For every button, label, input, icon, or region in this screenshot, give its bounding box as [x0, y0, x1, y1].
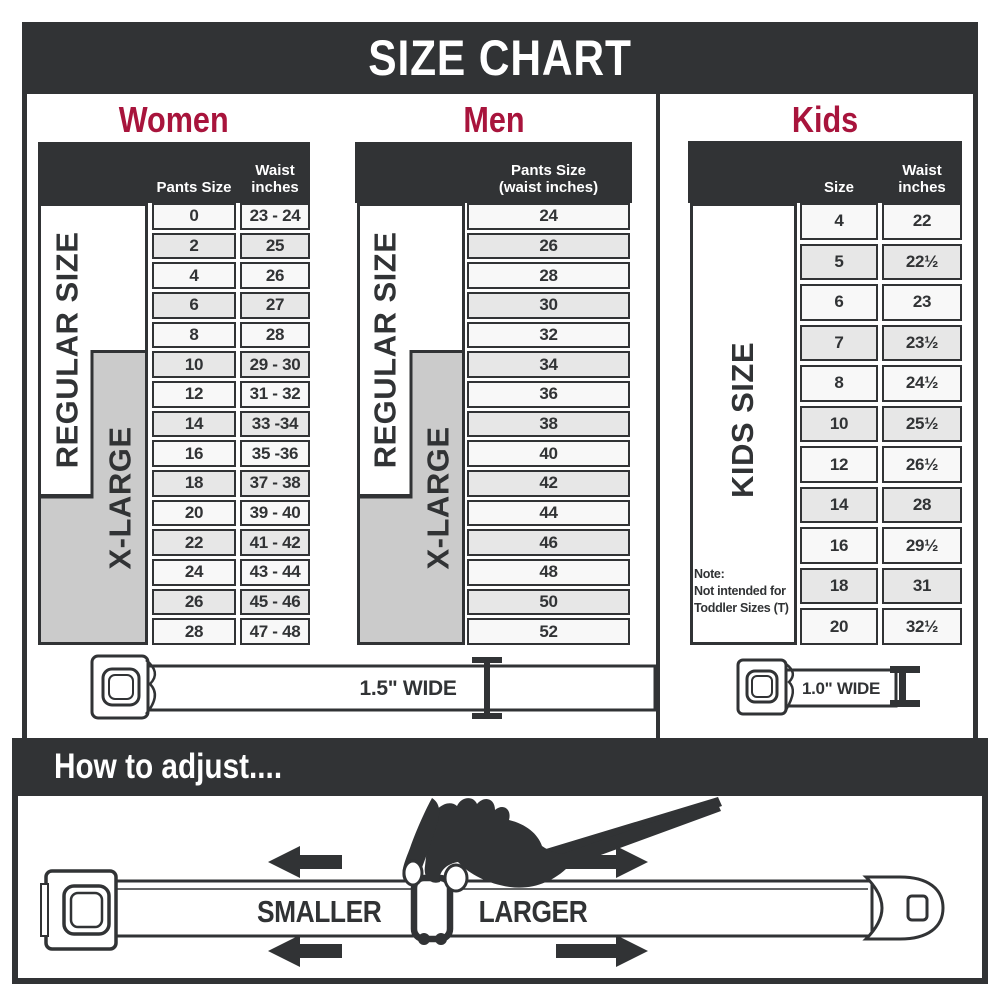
- table-cell: 36: [467, 381, 630, 408]
- table-cell: 25½: [882, 406, 962, 443]
- table-cell: 46: [467, 529, 630, 556]
- table-cell: 14: [152, 411, 236, 438]
- table-cell: 23: [882, 284, 962, 321]
- women-col-pants-size: Pants Size: [156, 178, 232, 196]
- kids-note: Note: Not intended for Toddler Sizes (T): [694, 567, 789, 615]
- table-cell: 6: [152, 292, 236, 319]
- table-cell: 8: [152, 322, 236, 349]
- women-xlarge-label: X-LARGE: [102, 426, 137, 569]
- table-cell: 4: [800, 203, 878, 240]
- table-cell: 50: [467, 589, 630, 616]
- table-cell: 12: [800, 446, 878, 483]
- table-cell: 4: [152, 262, 236, 289]
- table-cell: 12: [152, 381, 236, 408]
- table-cell: 43 - 44: [240, 559, 310, 586]
- women-table-body: [152, 203, 310, 645]
- table-cell: 45 - 46: [240, 589, 310, 616]
- table-cell: 29 - 30: [240, 351, 310, 378]
- kids-table-header: [688, 141, 962, 203]
- men-col-pants-size: Pants Size (waist inches): [498, 161, 599, 196]
- table-cell: 18: [800, 568, 878, 605]
- table-cell: 34: [467, 351, 630, 378]
- men-table-body: [467, 203, 630, 645]
- adjust-belt-illustration: [18, 796, 982, 978]
- adult-belt-width-label: 1.5" WIDE: [359, 677, 457, 700]
- table-cell: 18: [152, 470, 236, 497]
- kids-table-body: [800, 203, 962, 645]
- table-cell: 24½: [882, 365, 962, 402]
- table-cell: 33 -34: [240, 411, 310, 438]
- table-cell: 28: [882, 487, 962, 524]
- adjust-heading: How to adjust....: [54, 747, 283, 786]
- table-cell: 32½: [882, 608, 962, 645]
- men-xlarge-label: X-LARGE: [420, 426, 455, 569]
- kids-size-label: KIDS SIZE: [725, 341, 761, 499]
- table-cell: 31 - 32: [240, 381, 310, 408]
- table-cell: 22½: [882, 244, 962, 281]
- table-cell: 27: [240, 292, 310, 319]
- table-cell: 0: [152, 203, 236, 230]
- kids-col-size: Size: [823, 178, 854, 196]
- table-cell: 16: [152, 440, 236, 467]
- table-cell: 37 - 38: [240, 470, 310, 497]
- table-cell: 52: [467, 618, 630, 645]
- kids-col-waist: Waist inches: [898, 161, 946, 196]
- table-cell: 16: [800, 527, 878, 564]
- table-cell: 23½: [882, 325, 962, 362]
- table-cell: 28: [152, 618, 236, 645]
- larger-label: LARGER: [478, 894, 588, 929]
- belt-tip-icon: [866, 877, 943, 939]
- kids-belt-width-label: 1.0" WIDE: [801, 679, 881, 698]
- women-regular-size-label: REGULAR SIZE: [49, 231, 85, 469]
- table-cell: 32: [467, 322, 630, 349]
- table-cell: 22: [882, 203, 962, 240]
- table-cell: 26: [467, 233, 630, 260]
- women-col-waist: Waist inches: [251, 161, 299, 196]
- table-cell: 28: [240, 322, 310, 349]
- men-heading: Men: [462, 99, 525, 140]
- men-regular-size-label: REGULAR SIZE: [367, 231, 403, 469]
- table-cell: 20: [800, 608, 878, 645]
- table-cell: 25: [240, 233, 310, 260]
- table-cell: 22: [152, 529, 236, 556]
- table-cell: 24: [152, 559, 236, 586]
- table-cell: 26: [152, 589, 236, 616]
- arrow-left-icon: [268, 846, 342, 878]
- kids-heading: Kids: [791, 99, 859, 140]
- women-heading: Women: [119, 99, 229, 140]
- table-cell: 20: [152, 500, 236, 527]
- arrow-left-icon: [268, 935, 342, 967]
- seatbelt-buckle-icon: [92, 656, 155, 718]
- table-cell: 28: [467, 262, 630, 289]
- table-cell: 30: [467, 292, 630, 319]
- table-cell: 14: [800, 487, 878, 524]
- seatbelt-buckle-icon: [738, 660, 793, 714]
- table-cell: 7: [800, 325, 878, 362]
- title-bar: [22, 22, 978, 94]
- table-cell: 41 - 42: [240, 529, 310, 556]
- table-cell: 2: [152, 233, 236, 260]
- men-table-header: [355, 142, 632, 203]
- adjust-section-header: [12, 738, 988, 796]
- table-cell: 23 - 24: [240, 203, 310, 230]
- table-cell: 35 -36: [240, 440, 310, 467]
- smaller-label: SMALLER: [256, 894, 382, 929]
- table-cell: 26: [240, 262, 310, 289]
- women-table-header: [38, 142, 310, 203]
- arrow-right-icon: [556, 935, 648, 967]
- table-cell: 48: [467, 559, 630, 586]
- page-title: SIZE CHART: [368, 30, 632, 86]
- table-cell: 42: [467, 470, 630, 497]
- table-cell: 47 - 48: [240, 618, 310, 645]
- seatbelt-buckle-icon: [41, 871, 116, 949]
- belt-adjuster-icon: [414, 878, 450, 945]
- table-cell: 29½: [882, 527, 962, 564]
- table-cell: 5: [800, 244, 878, 281]
- table-cell: 6: [800, 284, 878, 321]
- table-cell: 39 - 40: [240, 500, 310, 527]
- table-cell: 10: [152, 351, 236, 378]
- table-cell: 26½: [882, 446, 962, 483]
- table-cell: 31: [882, 568, 962, 605]
- table-cell: 44: [467, 500, 630, 527]
- table-cell: 38: [467, 411, 630, 438]
- table-cell: 10: [800, 406, 878, 443]
- table-cell: 8: [800, 365, 878, 402]
- table-cell: 24: [467, 203, 630, 230]
- table-cell: 40: [467, 440, 630, 467]
- kids-section-divider: [656, 94, 660, 738]
